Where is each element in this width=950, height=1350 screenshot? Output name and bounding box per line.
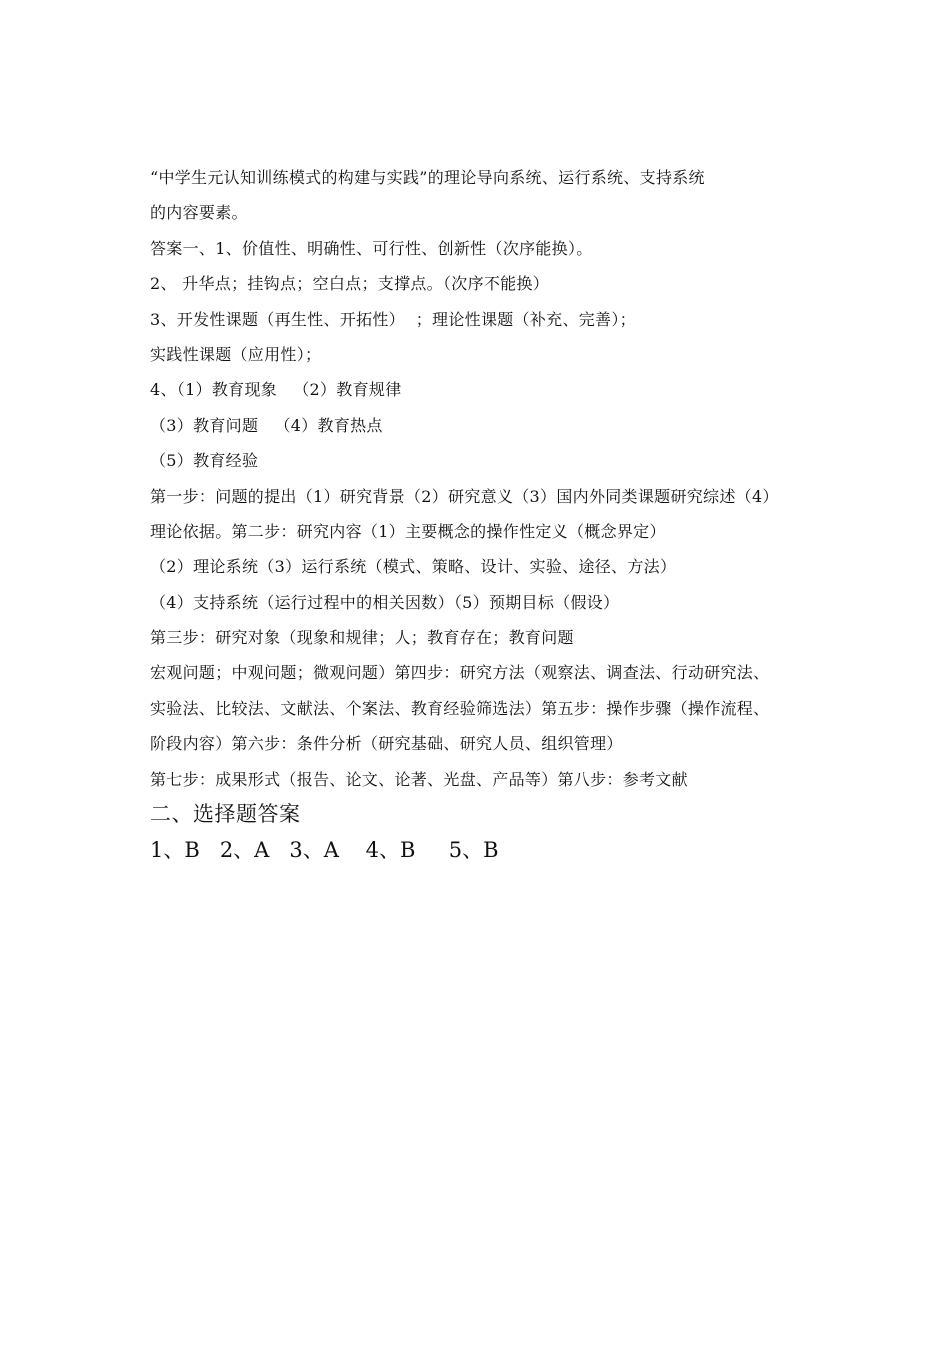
- document-body: [150, 160, 810, 867]
- text-line: （2）理论系统（3）运行系统（模式、策略、设计、实验、途径、方法）: [150, 557, 677, 577]
- text-line: 第三步：研究对象（现象和规律；人；教育存在；教育问题: [150, 628, 574, 648]
- text-line: 2、 升华点；挂钩点；空白点；支撑点。（次序不能换）: [150, 274, 550, 294]
- text-line: （5）教育经验: [150, 451, 259, 471]
- text-line: 3、开发性课题（再生性、开拓性） ；理论性课题（补充、完善）；: [150, 309, 636, 329]
- text-line: 阶段内容）第六步：条件分析（研究基础、研究人员、组织管理）: [150, 734, 623, 754]
- text-line: 4、（1）教育现象 （2）教育规律: [150, 380, 402, 400]
- text-line: 实践性课题（应用性）；: [150, 344, 322, 364]
- text-line: （4）支持系统（运行过程中的相关因数）（5）预期目标（假设）: [150, 592, 620, 612]
- text-line: 理论依据。第二步：研究内容（1）主要概念的操作性定义（概念界定）: [150, 521, 666, 541]
- text-line: 实验法、比较法、文献法、个案法、教育经验筛选法）第五步：操作步骤（操作流程、: [150, 698, 770, 718]
- text-line: “中学生元认知训练模式的构建与实践”的理论导向系统、运行系统、支持系统: [150, 168, 705, 187]
- text-line: 的内容要素。: [150, 203, 248, 223]
- text-line: 宏观问题；中观问题；微观问题）第四步：研究方法（观察法、调查法、行动研究法、: [150, 663, 770, 683]
- text-line: 第一步：问题的提出（1）研究背景（2）研究意义（3）国内外同类课题研究综述（4）: [150, 486, 779, 506]
- answer-key: 1、B 2、A 3、A 4、B 5、B: [150, 838, 499, 863]
- text-line: 第七步：成果形式（报告、论文、论著、光盘、产品等）第八步：参考文献: [150, 769, 688, 789]
- section-heading: 二、选择题答案: [150, 802, 301, 827]
- text-line: 答案一、1、价值性、明确性、可行性、创新性（次序能换）。: [150, 238, 593, 258]
- text-line: （3）教育问题 （4）教育热点: [150, 415, 383, 435]
